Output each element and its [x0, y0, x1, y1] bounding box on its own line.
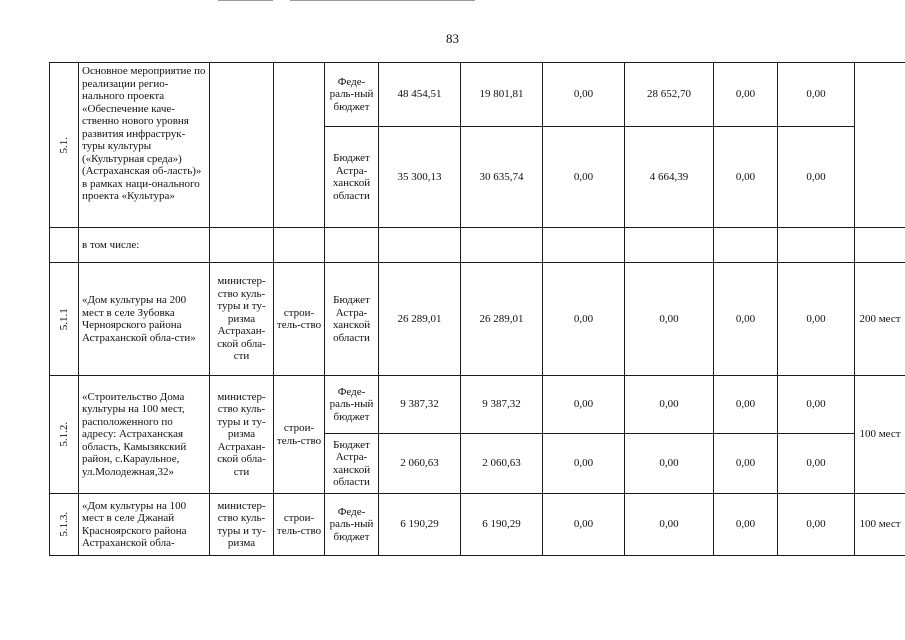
value-cell: 9 387,32: [379, 376, 461, 434]
value-cell: 30 635,74: [461, 127, 543, 228]
including-label: в том числе:: [79, 228, 210, 263]
funding-source: Бюджет Астра-ханской области: [325, 434, 379, 494]
value-cell: 0,00: [625, 376, 714, 434]
table-row: [50, 494, 905, 556]
table-row: [50, 263, 905, 376]
value-cell: 0,00: [543, 263, 625, 376]
value-cell: 0,00: [625, 263, 714, 376]
result-cell: 100 мест: [855, 494, 905, 556]
value-cell: 9 387,32: [461, 376, 543, 434]
value-cell: 0,00: [778, 127, 855, 228]
value-cell: 0,00: [543, 63, 625, 127]
value-cell: 0,00: [778, 494, 855, 556]
funding-source: Феде-раль-ный бюджет: [325, 494, 379, 556]
value-cell: 6 190,29: [461, 494, 543, 556]
type-cell: строи-тель-ство: [274, 494, 325, 556]
measure-name: «Дом культуры на 200 мест в селе Зубовка Черноярского района Астраханской обла-сти»: [79, 263, 210, 376]
executor-cell: [210, 63, 274, 228]
result-cell: 100 мест: [855, 376, 905, 494]
value-cell: 0,00: [778, 263, 855, 376]
table-row: [50, 63, 905, 127]
result-cell: 200 мест: [855, 263, 905, 376]
program-table: [49, 62, 905, 556]
value-cell: 2 060,63: [379, 434, 461, 494]
measure-name: «Дом культуры на 100 мест в селе Джанай Красноярского района Астраханской обла-: [79, 494, 210, 556]
value-cell: 0,00: [714, 263, 778, 376]
value-cell: 0,00: [778, 434, 855, 494]
row-code: 5.1.: [50, 63, 79, 228]
top-rule-right: [290, 0, 475, 1]
result-cell: [855, 63, 905, 228]
value-cell: 0,00: [625, 494, 714, 556]
type-cell: строи-тель-ство: [274, 263, 325, 376]
funding-source: Феде-раль-ный бюджет: [325, 376, 379, 434]
table-row: [50, 228, 905, 263]
funding-source: Бюджет Астра-ханской области: [325, 263, 379, 376]
value-cell: 0,00: [714, 434, 778, 494]
funding-source: Феде-раль-ный бюджет: [325, 63, 379, 127]
executor-cell: министер-ство куль-туры и ту-ризма: [210, 494, 274, 556]
row-code: 5.1.3.: [50, 494, 79, 556]
top-rule-left: [218, 0, 273, 1]
value-cell: 0,00: [543, 494, 625, 556]
value-cell: 48 454,51: [379, 63, 461, 127]
value-cell: 0,00: [714, 376, 778, 434]
value-cell: 0,00: [543, 127, 625, 228]
type-cell: строи-тель-ство: [274, 376, 325, 494]
value-cell: 4 664,39: [625, 127, 714, 228]
value-cell: 0,00: [714, 127, 778, 228]
value-cell: 2 060,63: [461, 434, 543, 494]
value-cell: 26 289,01: [461, 263, 543, 376]
value-cell: 6 190,29: [379, 494, 461, 556]
value-cell: 19 801,81: [461, 63, 543, 127]
type-cell: [274, 63, 325, 228]
table-row: [50, 376, 905, 434]
value-cell: 35 300,13: [379, 127, 461, 228]
value-cell: 0,00: [543, 376, 625, 434]
row-code: 5.1.2.: [50, 376, 79, 494]
page-number: 83: [446, 31, 459, 46]
value-cell: 28 652,70: [625, 63, 714, 127]
executor-cell: министер-ство куль-туры и ту-ризма Астрахан-ской обла-сти: [210, 376, 274, 494]
value-cell: 26 289,01: [379, 263, 461, 376]
value-cell: 0,00: [778, 63, 855, 127]
row-code: 5.1.1: [50, 263, 79, 376]
executor-cell: министер-ство куль-туры и ту-ризма Астрахан-ской обла-сти: [210, 263, 274, 376]
value-cell: 0,00: [778, 376, 855, 434]
measure-name: «Строительство Дома культуры на 100 мест, расположенного по адресу: Астраханская область, Камызякский район, с.Караульное, ул.Молодежная,32»: [79, 376, 210, 494]
value-cell: 0,00: [625, 434, 714, 494]
value-cell: 0,00: [714, 63, 778, 127]
measure-name: Основное мероприятие по реализации регио-нального проекта «Обеспечение каче-ственно нового уровня развития инфраструк-туры культуры («Культурная среда») (Астраханская об-ласть)» в рамках наци-онального проекта «Культура»: [79, 63, 210, 228]
value-cell: 0,00: [714, 494, 778, 556]
value-cell: 0,00: [543, 434, 625, 494]
funding-source: Бюджет Астра-ханской области: [325, 127, 379, 228]
